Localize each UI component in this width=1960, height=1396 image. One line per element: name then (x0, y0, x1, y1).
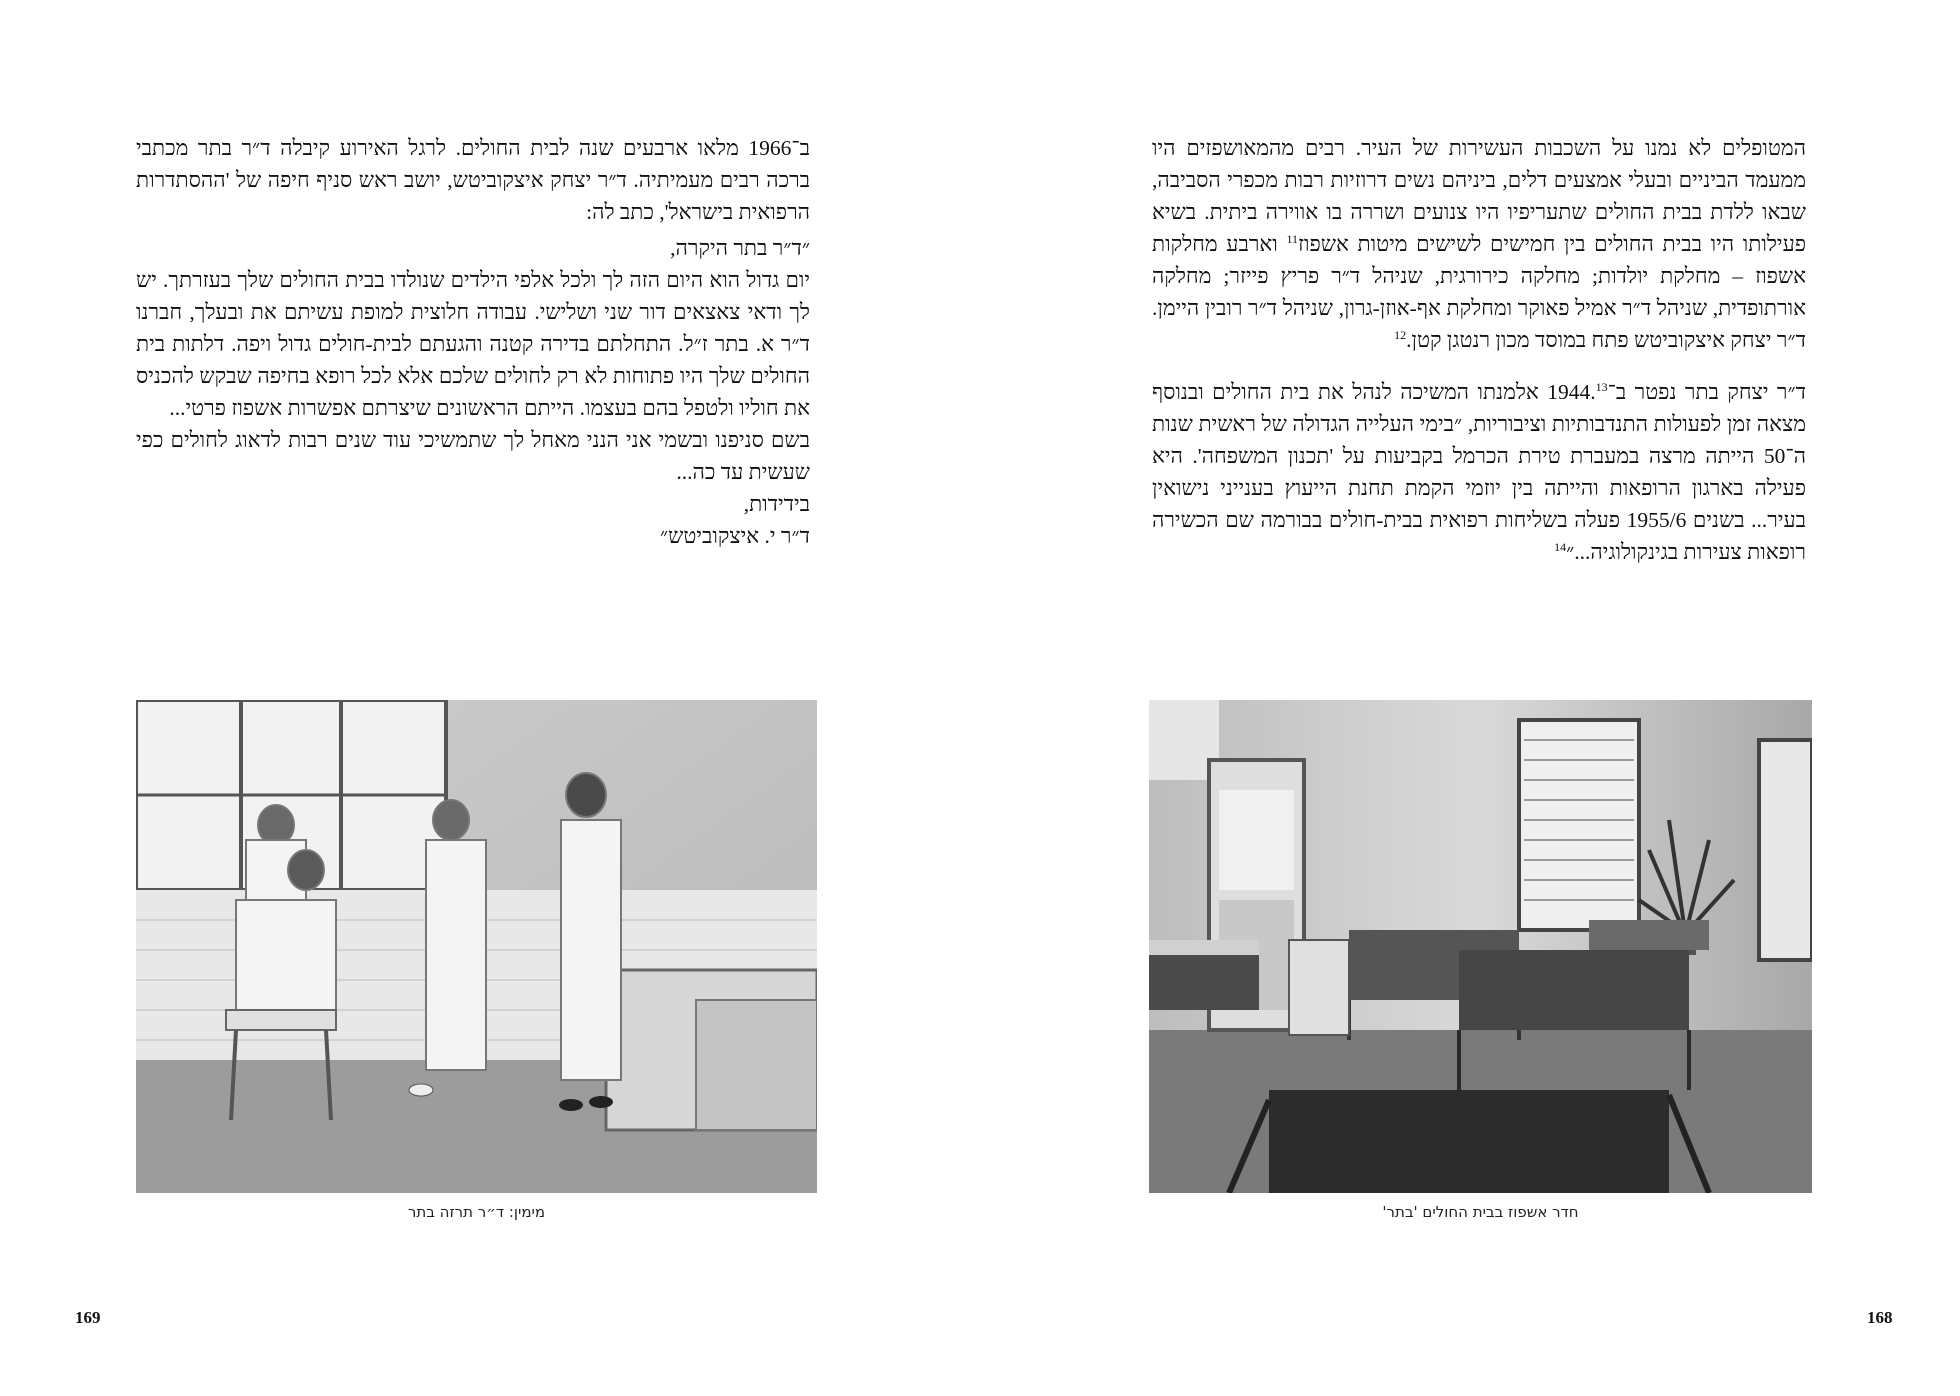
letter-body: יום גדול הוא היום הזה לך ולכל אלפי הילדים שנולדו בבית החולים שלך בעזרתך. יש לך ודאי צאצאים דור שני ושלישי. עבודה חלוצית למופת עשיתם את ובעלך, חברנו ד״ר א. בתר ז״ל. התחלתם בדירה קטנה והגעתם לבית-חולים גדול ויפה. דלתות בית החולים שלך היו פתוחות לא רק לחולים שלכם אלא לכל רופא בחיפה שבקש להכניס את חוליו ולטפל בהם בעצמו. הייתם הראשונים שיצרתם אפשרות אשפוז פרטי... (136, 268, 810, 420)
right-page (980, 0, 1960, 1396)
left-page-text (136, 132, 810, 552)
paragraph-text: אלמנתו המשיכה לנהל את בית החולים ובנוסף מצאה זמן לפעולות התנדבותיות וציבוריות, ״בימי העלייה הגדולה של ראשית שנות ה־50 הייתה מרצה במעברת טירת הכרמל בקביעות על 'תכנון המשפחה'. היא פעילה בארגון הרופאות והייתה בין יוזמי הקמת תחנת הייעוץ בענייני נישואין בעיר... בשנים 1955/6 פעלה בשליחות רפואית בבית-חולים בבורמה שם הכשירה רופאות צעירות בגינקולוגיה...״ (1152, 380, 1806, 564)
letter-salutation: ״ד״ר בתר היקרה, (670, 236, 810, 260)
nursery-photo (136, 700, 817, 1193)
photo-caption: מימין: ד״ר תרזה בתר (407, 1203, 546, 1221)
paragraph-text: ד״ר יצחק בתר נפטר ב־1944. (1547, 380, 1806, 404)
paragraph-text: וארבע מחלקות אשפוז – מחלקת יולדות; מחלקה כירורגית, שניהל ד״ר פריץ פייזר; מחלקה אורתופדית, שניהל ד״ר אמיל פאוקר ומחלקת אף-אוזן-גרון, שניהל ד״ר רובין היימן. ד״ר יצחק איצקוביטש פתח במוסד מכון רנטגן קטן. (1152, 232, 1806, 352)
letter-signoff: בידידות, (743, 492, 810, 516)
letter-signature: ד״ר י. איצקוביטש״ (659, 524, 810, 548)
paragraph (1152, 132, 1806, 356)
footnote-ref[interactable]: 11 (1286, 231, 1298, 246)
paragraph (1152, 376, 1806, 568)
photo-caption: חדר אשפוז בבית החולים 'בתר' (1382, 1203, 1579, 1221)
hospital-ward-photo (1149, 700, 1812, 1193)
page-number: 169 (75, 1308, 101, 1327)
paragraph-text: המטופלים לא נמנו על השכבות העשירות של העיר. רבים מהמאושפזים היו ממעמד הביניים ובעלי אמצעים דלים, ביניהם נשים דרוזיות רבות מכפרי הסביבה, שבאו ללדת בבית החולים שתעריפיו היו צנועים ושררה בו אווירה ביתית. בשיא פעילותו היו בבית החולים בין חמישים לשישים מיטות אשפוז (1152, 136, 1807, 256)
footnote-ref[interactable]: 12 (1394, 327, 1407, 342)
intro-paragraph: ב־1966 מלאו ארבעים שנה לבית החולים. לרגל האירוע קיבלה ד״ר בתר מכתבי ברכה רבים מעמיתיה. ד״ר יצחק איצקוביטש, יושב ראש סניף חיפה של 'ההסתדרות הרפואית בישראל', כתב לה: (136, 136, 810, 224)
footnote-ref[interactable]: 13 (1595, 379, 1608, 394)
right-page-text (1152, 132, 1806, 568)
page-number: 168 (1867, 1308, 1893, 1327)
letter-closing: בשם סניפנו ובשמי אני הנני מאחל לך שתמשיכי עוד שנים רבות לדאוג לחולים כפי שעשית עד כה... (136, 428, 810, 484)
footnote-ref[interactable]: 14 (1554, 539, 1567, 554)
